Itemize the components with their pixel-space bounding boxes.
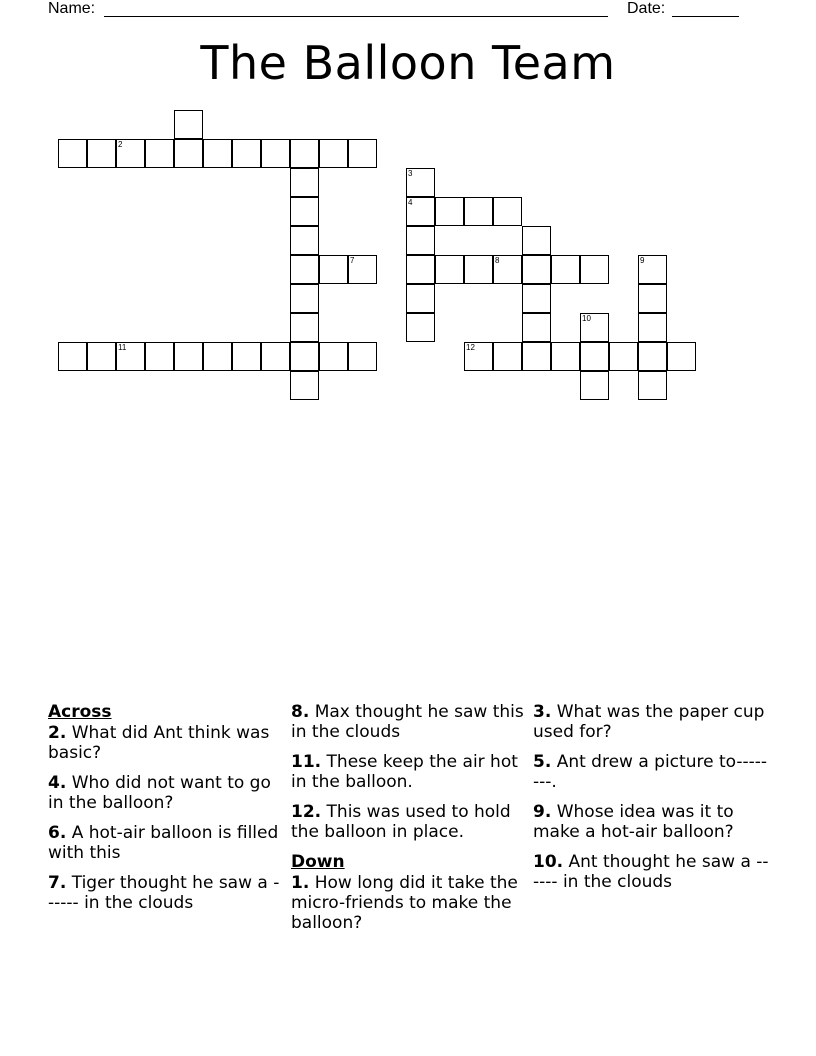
clue-number: 1. (291, 873, 310, 893)
grid-cell[interactable] (145, 342, 174, 371)
grid-cell[interactable] (522, 342, 551, 371)
grid-cell[interactable] (174, 342, 203, 371)
clue-text: Who did not want to go in the balloon? (48, 773, 271, 813)
grid-cell[interactable] (203, 342, 232, 371)
grid-cell[interactable] (116, 342, 145, 371)
cell-number: 7 (350, 256, 355, 265)
grid-cell[interactable] (638, 371, 667, 400)
clue-text: These keep the air hot in the balloon. (291, 752, 518, 792)
across-heading: Across (48, 702, 112, 722)
clue-down-10 (533, 852, 773, 892)
grid-cell[interactable] (522, 226, 551, 255)
clue-text: What was the paper cup used for? (533, 702, 765, 742)
clue-across-8 (291, 702, 527, 742)
grid-cell[interactable] (551, 342, 580, 371)
clue-text: This was used to hold the balloon in place. (291, 802, 511, 842)
grid-cell[interactable] (145, 139, 174, 168)
grid-cell[interactable] (464, 342, 493, 371)
grid-cell[interactable] (406, 197, 435, 226)
clue-number: 5. (533, 752, 552, 772)
grid-cell[interactable] (406, 226, 435, 255)
grid-cell[interactable] (290, 168, 319, 197)
grid-cell[interactable] (464, 197, 493, 226)
clue-number: 7. (48, 873, 67, 893)
clue-number: 11. (291, 752, 322, 772)
name-label: Name: (48, 0, 96, 17)
grid-cell[interactable] (290, 197, 319, 226)
grid-cell[interactable] (232, 139, 261, 168)
clue-text: Max thought he saw this in the clouds (291, 702, 524, 742)
grid-cell[interactable] (435, 255, 464, 284)
grid-cell[interactable] (609, 342, 638, 371)
clue-text: Ant thought he saw a ------ in the clouds (533, 852, 769, 892)
grid-cell[interactable] (290, 284, 319, 313)
grid-cell[interactable] (174, 110, 203, 139)
grid-cell[interactable] (290, 371, 319, 400)
cell-number: 12 (466, 343, 475, 352)
clue-across-4 (48, 773, 284, 813)
grid-cell[interactable] (290, 139, 319, 168)
grid-cell[interactable] (203, 139, 232, 168)
grid-cell[interactable] (435, 197, 464, 226)
grid-cell[interactable] (261, 342, 290, 371)
grid-cell[interactable] (174, 139, 203, 168)
grid-cell[interactable] (348, 342, 377, 371)
clue-down-1 (291, 873, 527, 933)
grid-cell[interactable] (522, 313, 551, 342)
clue-text: Ant drew a picture to--------. (533, 752, 768, 792)
grid-cell[interactable] (58, 342, 87, 371)
clue-number: 10. (533, 852, 564, 872)
cell-number: 8 (495, 256, 500, 265)
grid-cell[interactable] (580, 342, 609, 371)
grid-cell[interactable] (551, 255, 580, 284)
grid-cell[interactable] (319, 139, 348, 168)
grid-cell[interactable] (319, 255, 348, 284)
clue-text: What did Ant think was basic? (48, 723, 270, 763)
clue-across-12 (291, 802, 527, 842)
grid-cell[interactable] (290, 313, 319, 342)
grid-cell[interactable] (580, 255, 609, 284)
grid-cell[interactable] (464, 255, 493, 284)
grid-cell[interactable] (319, 342, 348, 371)
grid-cell[interactable] (406, 284, 435, 313)
grid-cell[interactable] (667, 342, 696, 371)
clue-number: 6. (48, 823, 67, 843)
grid-cell[interactable] (348, 255, 377, 284)
grid-cell[interactable] (406, 313, 435, 342)
grid-cell[interactable] (87, 342, 116, 371)
grid-cell[interactable] (580, 371, 609, 400)
clue-text: A hot-air balloon is filled with this (48, 823, 279, 863)
clue-column-3 (533, 702, 773, 902)
grid-cell[interactable] (406, 168, 435, 197)
down-heading: Down (291, 852, 345, 872)
grid-cell[interactable] (522, 255, 551, 284)
crossword-grid (0, 0, 816, 420)
clue-number: 2. (48, 723, 67, 743)
clue-number: 8. (291, 702, 310, 722)
cell-number: 2 (118, 140, 123, 149)
clue-number: 4. (48, 773, 67, 793)
grid-cell[interactable] (522, 284, 551, 313)
date-label: Date: (627, 0, 666, 17)
cell-number: 9 (640, 256, 645, 265)
clue-across-6 (48, 823, 284, 863)
clue-down-9 (533, 802, 773, 842)
grid-cell[interactable] (493, 342, 522, 371)
grid-cell[interactable] (261, 139, 290, 168)
clue-text: How long did it take the micro-friends to make the balloon? (291, 873, 518, 933)
clue-text: Whose idea was it to make a hot-air balloon? (533, 802, 734, 842)
cell-number: 4 (408, 198, 413, 207)
grid-cell[interactable] (58, 139, 87, 168)
grid-cell[interactable] (406, 255, 435, 284)
clue-text: Tiger thought he saw a ------ in the clouds (48, 873, 280, 913)
clue-across-7 (48, 873, 284, 913)
grid-cell[interactable] (348, 139, 377, 168)
clue-column-1 (48, 702, 284, 923)
clue-number: 12. (291, 802, 322, 822)
clue-across-11 (291, 752, 527, 792)
grid-cell[interactable] (493, 255, 522, 284)
clue-down-5 (533, 752, 773, 792)
cell-number: 11 (118, 343, 127, 352)
puzzle-title: The Balloon Team (200, 36, 616, 90)
grid-cell[interactable] (638, 342, 667, 371)
grid-cell[interactable] (290, 255, 319, 284)
clue-number: 9. (533, 802, 552, 822)
clue-column-2 (291, 702, 527, 943)
grid-cell[interactable] (580, 313, 609, 342)
clue-down-3 (533, 702, 773, 742)
grid-cell[interactable] (87, 139, 116, 168)
grid-cell[interactable] (290, 226, 319, 255)
cell-number: 3 (408, 169, 413, 178)
clue-across-2 (48, 723, 284, 763)
grid-cell[interactable] (638, 284, 667, 313)
cell-number: 10 (582, 314, 591, 323)
grid-cell[interactable] (493, 197, 522, 226)
grid-cell[interactable] (638, 255, 667, 284)
grid-cell[interactable] (116, 139, 145, 168)
grid-cell[interactable] (638, 313, 667, 342)
clue-number: 3. (533, 702, 552, 722)
grid-cell[interactable] (290, 342, 319, 371)
grid-cell[interactable] (232, 342, 261, 371)
